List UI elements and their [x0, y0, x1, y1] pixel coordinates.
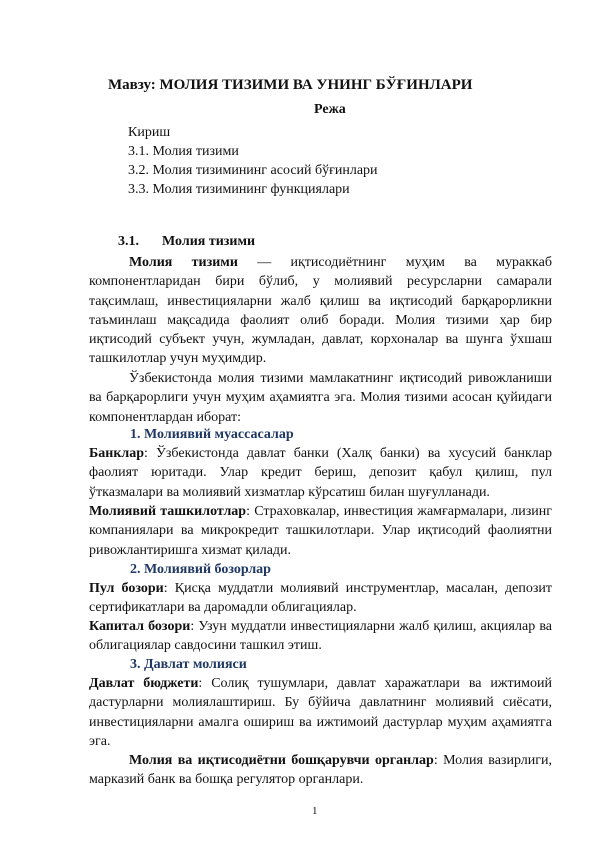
- term: Пул бозори: [89, 581, 164, 596]
- budget-paragraph: [89, 674, 552, 751]
- term: Молиявий ташкилотлар: [89, 504, 247, 519]
- term: Молия ва иқтисодиётни бошқарувчи органлар: [129, 753, 434, 768]
- paragraph-text: : Узун муддатли инвестицияларни жалб қилиш, акциялар ва облигациялар савдосини ташкил этиш.: [89, 619, 552, 654]
- toc-item: 3.2. Молия тизимининг асосий бўғинлари: [128, 163, 378, 178]
- term: Капитал бозори: [89, 619, 191, 634]
- paragraph-text: : Ўзбекистонда давлат банки (Халқ банки) ва хусусий банклар фаолият юритади. Улар кредит бериш, депозит қабул қилиш, пул ўтказмалари ва молиявий хизматлар кўрсатиш билан шуғулланади.: [89, 446, 552, 500]
- plan-heading: Режа: [314, 102, 346, 117]
- paragraph-text: — иқтисодиётнинг муҳим ва мураккаб компонентларидан бири бўлиб, у молиявий ресурсларни самарали тақсимлаш, инвестицияларни жалб қилиш ва иқтисодий барқарорликни таъминлаш мақсадида фаолият олиб боради. Молия тизими ҳар бир иқтисодий субъект учун, жумладан, давлат, корхоналар ва шунга ўхшаш ташкилотлар учун муҳимдир.: [89, 255, 552, 367]
- toc-item: 3.1. Молия тизими: [128, 144, 239, 159]
- regulators-paragraph: [89, 751, 552, 790]
- section-number: 3.1.: [118, 234, 139, 249]
- paragraph-text: : Молия вазирлиги, марказий банк ва бошқа регулятор органлари.: [89, 753, 552, 788]
- banks-paragraph: [89, 444, 552, 502]
- term: Молия тизими: [129, 255, 238, 270]
- term: Банклар: [89, 446, 145, 461]
- financial-organizations-paragraph: [89, 502, 552, 560]
- subheading: 1. Молиявий муассасалар: [130, 427, 294, 442]
- money-market-paragraph: [89, 579, 552, 618]
- subheading: 2. Молиявий бозорлар: [130, 562, 271, 577]
- toc-item: Кириш: [128, 125, 171, 140]
- capital-market-paragraph: [89, 617, 552, 656]
- paragraph: Ўзбекистонда молия тизими мамлакатнинг иқтисодий ривожланиши ва барқарорлиги учун муҳим аҳамиятга эга. Молия тизими асосан қуйидаги компонентлардан иборат:: [89, 371, 552, 425]
- paragraph-text: : Солиқ тушумлари, давлат харажатлари ва ижтимоий дастурларни молиялаштириш. Бу бўйича давлатнинг молиявий сиёсати, инвестицияларни амалга ошириш ва ижтимоий дастурлар муҳим аҳамиятга эга.: [89, 676, 552, 749]
- toc-item: 3.3. Молия тизимининг функциялари: [128, 182, 350, 197]
- paragraph-text: : Страховкалар, инвестиция жамғармалари, лизинг компаниялари ва микрокредит ташкилотлари. Улар иқтисодий фаолиятни ривожлантиришга хизмат қилади.: [89, 504, 553, 558]
- paragraph-text: : Қисқа муддатли молиявий инструментлар, масалан, депозит сертификатлари ва даромадли облигациялар.: [89, 581, 553, 616]
- intro-paragraph: [89, 253, 552, 369]
- section-title: Молия тизими: [162, 234, 256, 249]
- subheading: 3. Давлат молияси: [130, 657, 247, 672]
- page-number: 1: [312, 805, 318, 817]
- term: Давлат бюджети: [89, 676, 199, 691]
- document-title: Мавзу: МОЛИЯ ТИЗИМИ ВА УНИНГ БЎҒИНЛАРИ: [108, 77, 473, 93]
